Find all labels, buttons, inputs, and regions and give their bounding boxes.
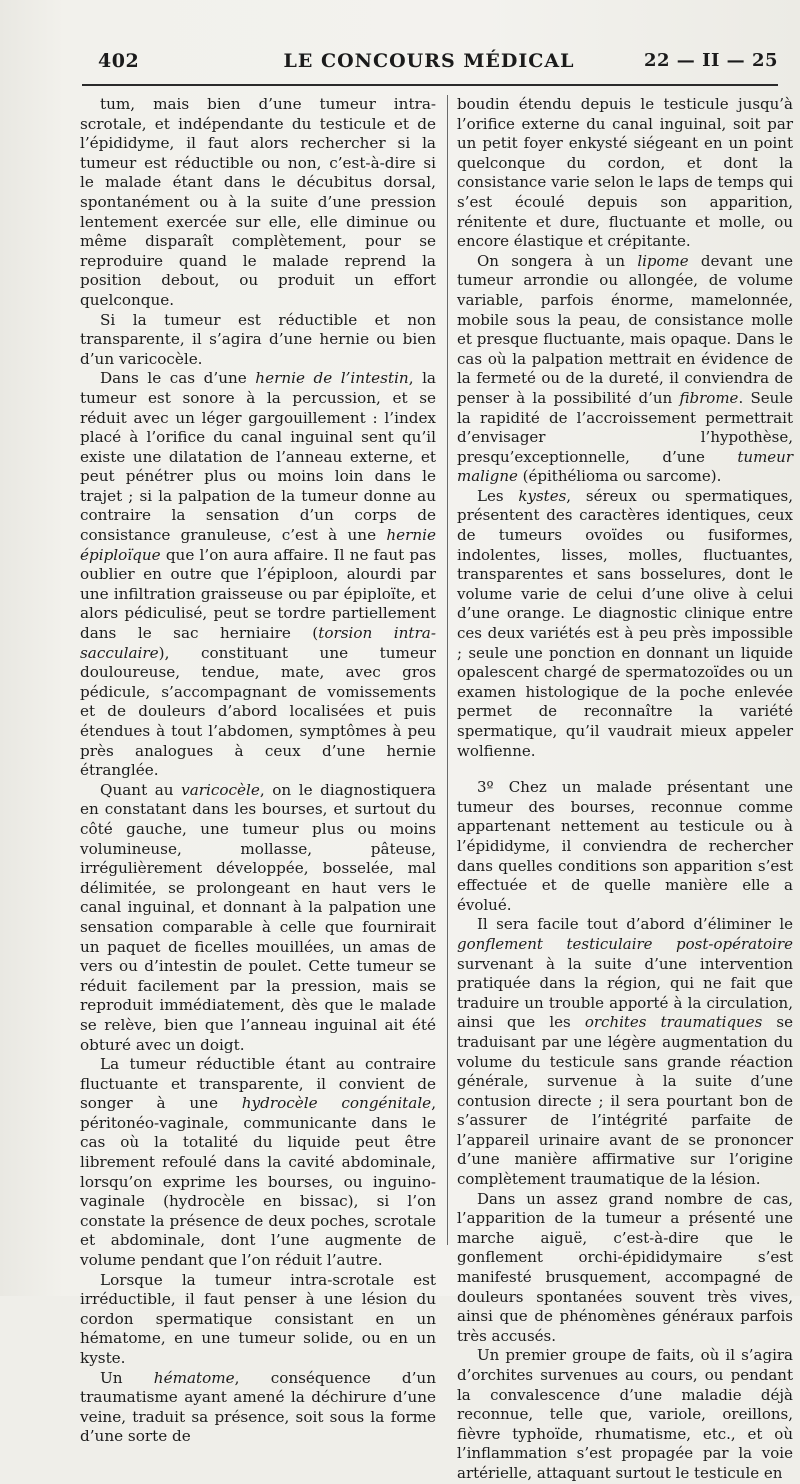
italic-term: fibrome bbox=[679, 388, 739, 407]
text-run: , on le diagnostiquera en constatant dans les bourses, et surtout du côté gauche, une tumeur plus ou moins volumineuse, mollasse, pâteuse, irrégulièrement développée, bosselée, mal délimitée, se prolongeant en haut vers le canal inguinal, et donnant à la palpation une sensation comparable à celle que fournirait un paquet de ficelles mouillées, un amas de vers ou d’intestin de poulet. Cette tumeur se réduit facilement par la pression, mais se reproduit immédiatement, dès que le malade se relève, bien que l’anneau inguinal ait été obturé avec un doigt. bbox=[80, 780, 436, 1054]
text-run: devant une tumeur arrondie ou allongée, de volume variable, parfois énorme, mamelonnée, mobile sous la peau, de consistance molle et presque fluctuante, mais opaque. Dans le cas où la palpation mettrait en évidence de la fermeté ou de la dureté, il conviendra de penser à la possibilité d’un bbox=[457, 251, 793, 407]
italic-term: tumeur maligne bbox=[457, 447, 793, 486]
paragraph bbox=[457, 778, 793, 915]
text-run: On songera à un bbox=[477, 251, 638, 270]
text-run: Un bbox=[100, 1368, 154, 1387]
text-run: La tumeur réductible étant au contraire fluctuante et transparente, il convient de songer à une bbox=[80, 1055, 436, 1113]
text-run: , conséquence d’un traumatisme ayant amené la déchirure d’une veine, traduit sa présence, soit sous la forme d’une sorte de bbox=[80, 1368, 436, 1446]
journal-title: LE CONCOURS MÉDICAL bbox=[283, 50, 575, 72]
italic-term: hydrocèle congénitale bbox=[241, 1094, 432, 1113]
text-run: Dans le cas d’une bbox=[100, 369, 256, 388]
text-run: Quant au bbox=[100, 780, 182, 799]
text-run: Il sera facile tout d’abord d’éliminer le bbox=[477, 915, 793, 934]
paragraph bbox=[80, 1271, 436, 1369]
italic-term: hématome bbox=[153, 1368, 235, 1387]
text-run: Dans un assez grand nombre de cas, l’apparition de la tumeur a présenté une marche aiguë, c’est-à-dire que le gonflement orchi-épididymaire s’est manifesté brusquement, accompagné de douleurs spontanées souvent très vives, ainsi que de phénomènes généraux parfois très accusés. bbox=[457, 1189, 793, 1345]
italic-term: hernie de l’intestin bbox=[255, 369, 409, 388]
paragraph bbox=[457, 95, 793, 252]
italic-term: hernie épiploïque bbox=[80, 526, 436, 564]
italic-term: varicocèle bbox=[181, 780, 260, 799]
text-run: , séreux ou spermatiques, présentent des caractères identiques, ceux de tumeurs ovoïdes ou fusiformes, indolentes, lisses, molles, fluctuantes, transparentes et sans bosselures, dont le volume varie de celui d’une olive à celui d’une orange. Le diagnostic clinique entre ces deux variétés est à peu près impossible ; seule une ponction en donnant un liquide opalescent chargé de spermatozoïdes ou un examen histologique de la poche enlevée permet de reconnaître la variété spermatique, qu’il vaudrait mieux appeler wolfienne. bbox=[457, 486, 794, 760]
paragraph bbox=[457, 915, 793, 1189]
italic-term: torsion intra-sacculaire bbox=[80, 624, 436, 662]
text-run: ), constituant une tumeur douloureuse, tendue, mate, avec gros pédicule, s’accompagnant de vomissements et de douleurs d’abord localisées et puis étendues à tout l’abdomen, symptômes à peu près analogues à ceux d’une hernie étranglée. bbox=[80, 643, 436, 780]
text-run: (épithélioma ou sarcome). bbox=[517, 467, 722, 486]
paragraph bbox=[80, 1055, 436, 1271]
text-run: . Seule la rapidité de l’accroissement permettrait d’envisager l’hypothèse, presqu’exceptionnelle, d’une bbox=[457, 388, 793, 466]
paragraph bbox=[80, 369, 436, 780]
paragraph bbox=[80, 95, 436, 311]
paragraph bbox=[457, 1190, 793, 1347]
text-run: tum, mais bien d’une tumeur intra-scrotale, et indépendante du testicule et de l’épididyme, il faut alors rechercher si la tumeur est réductible ou non, c’est-à-dire si le malade étant dans le décubitus dorsal, spontanément ou à la suite d’une pression lentement exercée sur elle, elle diminue ou même disparaît complètement, pour se reproduire quand le malade reprend la position debout, ou produit un effort quelconque. bbox=[80, 95, 436, 309]
text-run: Un premier groupe de faits, où il s’agira d’orchites survenues au cours, ou pendant la convalescence d’une maladie déjà reconnue, telle que, variole, oreillons, fièvre typhoïde, rhumatisme, etc., et où l’inflammation s’est propagée par la voie artérielle, attaquant surtout le testicule en bbox=[457, 1346, 793, 1482]
page-number: 402 bbox=[98, 50, 140, 72]
column-divider bbox=[447, 95, 448, 1245]
header-rule bbox=[82, 84, 778, 86]
text-run: Lorsque la tumeur intra-scrotale est irréductible, il faut penser à une lésion du cordon spermatique consistant en un hématome, en une tumeur solide, ou en un kyste. bbox=[80, 1270, 436, 1367]
paragraph bbox=[80, 311, 436, 370]
right-column bbox=[457, 95, 793, 1484]
paragraph bbox=[80, 1369, 436, 1447]
italic-term: lipome bbox=[637, 251, 689, 270]
text-run: boudin étendu depuis le testicule jusqu’à l’orifice externe du canal inguinal, soit par un petit foyer enkysté siégeant en un point quelconque du cordon, et dont la consistance varie selon le laps de temps qui s’est écoulé depuis son apparition, rénitente et dure, fluctuante et molle, ou encore élastique et crépitante. bbox=[457, 95, 793, 251]
text-run: Les bbox=[477, 486, 519, 505]
text-run: que l’on aura affaire. Il ne faut pas oublier en outre que l’épiploon, alourdi par une infiltration graisseuse ou par épiploïte, et alors pédiculisé, peut se tordre partiellement dans le sac herniaire ( bbox=[80, 545, 436, 643]
text-run: survenant à la suite d’une intervention pratiquée dans la région, qui ne fait que traduire un trouble apporté à la circulation, ainsi que les bbox=[457, 954, 793, 1032]
paragraph bbox=[457, 1346, 793, 1483]
text-run: , la tumeur est sonore à la percussion, et se réduit avec un léger gargouillement : l’index placé à l’orifice du canal inguinal sent qu’il existe une dilatation de l’anneau externe, et peut pénétrer plus ou moins loin dans le trajet ; si la palpation de la tumeur donne au contraire la sensation d’un corps de consistance granuleuse, c’est à une bbox=[80, 369, 436, 545]
text-run: se traduisant par une légère augmentation du volume du testicule sans grande réaction générale, survenue à la suite d’une contusion directe ; il sera pourtant bon de s’assurer de l’intégrité parfaite de l’appareil urinaire avant de se prononcer d’une manière affirmative sur l’origine complètement traumatique de la lésion. bbox=[457, 1013, 793, 1189]
paragraph bbox=[80, 781, 436, 1055]
italic-term: gonflement testiculaire post-opératoire bbox=[457, 934, 793, 953]
left-column bbox=[80, 95, 436, 1447]
paragraph bbox=[457, 487, 793, 761]
text-run: 3º Chez un malade présentant une tumeur des bourses, reconnue comme appartenant nettement au testicule ou à l’épididyme, il conviendra de rechercher dans quelles conditions son apparition s’est effectuée et de quelle manière elle a évolué. bbox=[457, 778, 793, 914]
italic-term: kystes bbox=[518, 486, 567, 505]
issue-date: 22 — II — 25 bbox=[643, 50, 778, 71]
text-run: Si la tumeur est réductible et non transparente, il s’agira d’une hernie ou bien d’un varicocèle. bbox=[80, 310, 436, 368]
paragraph bbox=[457, 252, 793, 487]
italic-term: orchites traumatiques bbox=[584, 1013, 763, 1032]
running-header bbox=[80, 46, 778, 80]
text-run: , péritonéo-vaginale, communicante dans le cas où la totalité du liquide peut être librement refoulé dans la cavité abdominale, lorsqu’on exprime les bourses, ou inguino-vaginale (hydrocèle en bissac), si l’on constate la présence de deux poches, scrotale et abdominale, dont l’une augmente de volume pendant que l’on réduit l’autre. bbox=[80, 1094, 437, 1270]
